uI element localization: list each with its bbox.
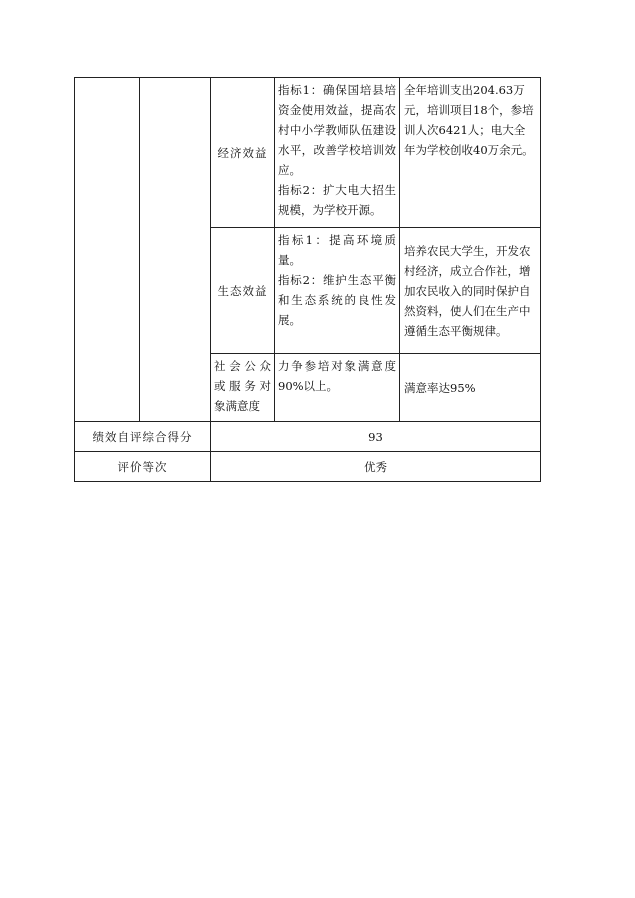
ecological-result: 培养农民大学生，开发农村经济，成立合作社，增加农民收入的同时保护自然资料，使人们在生产中遵循生态平衡规律。 [400,228,541,354]
satisfaction-indicator: 力争参培对象满意度90%以上。 [275,354,400,422]
ecological-indicator-2: 指标2：维护生态平衡和生态系统的良性发展。 [278,273,396,327]
ecological-indicators [275,228,400,354]
economic-result: 全年培训支出204.63万元，培训项目18个，参培训人次6421人；电大全年为学校创收40万余元。 [400,78,541,228]
score-value: 93 [211,422,541,452]
ecological-category: 生态效益 [211,228,275,354]
economic-indicator-2: 指标2：扩大电大招生规模，为学校开源。 [278,183,396,217]
ecological-indicator-1: 指标1：提高环境质量。 [278,233,396,267]
economic-category: 经济效益 [211,78,275,228]
score-label: 绩效自评综合得分 [75,422,211,452]
economic-row [75,78,541,228]
economic-indicator-1: 指标1：确保国培县培资金使用效益，提高农村中小学教师队伍建设水平，改善学校培训效应。 [278,83,396,177]
grade-row [75,452,541,482]
satisfaction-category: 社会公众或服务对象满意度 [211,354,275,422]
grade-label: 评价等次 [75,452,211,482]
economic-indicators [275,78,400,228]
satisfaction-result: 满意率达95% [400,354,541,422]
blank-cell-level1 [75,78,140,422]
score-row [75,422,541,452]
blank-cell-level2 [140,78,211,422]
performance-table [74,77,541,482]
grade-value: 优秀 [211,452,541,482]
